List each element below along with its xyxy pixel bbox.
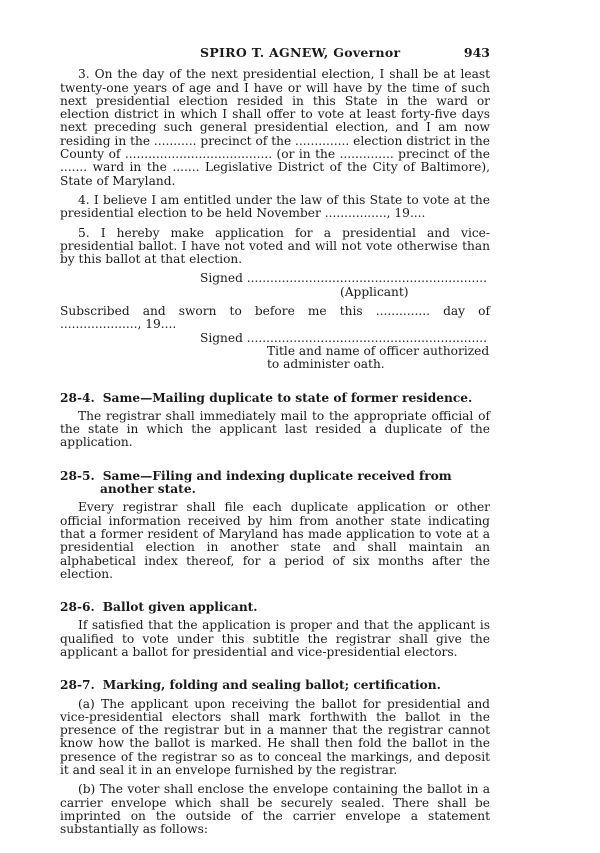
section-heading-28-6: 28-6. Ballot given applicant. [60, 600, 258, 615]
form-paragraph-5: 5. I hereby make application for a presidential and vice-presidential ballot. I have not voted and will not vote otherwise than by this ballot at that election. [60, 225, 490, 267]
page-content [60, 46, 490, 837]
applicant-signature-line: Signed .............................................................. [200, 272, 487, 286]
section-heading-28-4: 28-4. Same—Mailing duplicate to state of former residence. [60, 390, 473, 405]
page-number: 943 [463, 45, 490, 60]
form-paragraph-3: 3. On the day of the next presidential election, I shall be at least twenty-one years of age and I have or will have by the time of such next presidential election resided in this State in the ward or election district in which I shall offer to vote at least forty-five days next preceding such general presidential election, and I am now residing in the ........... precinct of the .............. election district in the County of ...................................... (or in the .............. precinct of the ....... ward in the ....... Legislative District of the City of Baltimore), State of Maryland. [60, 67, 490, 188]
officer-signature-line: Signed .............................................................. [200, 331, 487, 345]
section-heading-28-5: 28-5. Same—Filing and indexing duplicate received from another state. [60, 468, 452, 497]
subscribed-line: Subscribed and sworn to before me this .............. day of ...................., 19.... [60, 304, 490, 332]
header-title: SPIRO T. AGNEW, Governor [200, 45, 401, 60]
section-text: If satisfied that the application is proper and that the applicant is qualified to vote under this subtitle the registrar shall give the applicant a ballot for presidential and vice-presidential electors. [60, 618, 490, 659]
section-heading-28-7: 28-7. Marking, folding and sealing ballot; certification. [60, 678, 441, 693]
section-text: Every registrar shall file each duplicate application or other official information received by him from another state indicating that a former resident of Maryland has made application to vote at a presidential election in another state and shall maintain an alphabetical index thereof, for a period of six months after the election. [60, 500, 490, 581]
officer-title-label: Title and name of officer authorized to administer oath. [267, 343, 490, 372]
section-text: (a) The applicant upon receiving the ballot for presidential and vice-presidential electors shall mark forthwith the ballot in the presence of the registrar but in a manner that the registrar cannot know how the ballot is marked. He shall then fold the ballot in the presence of the registrar so as to conceal the markings, and deposit it and seal it in an envelope furnished by the registrar. [60, 696, 490, 778]
section-text: The registrar shall immediately mail to the appropriate official of the state in which the applicant last resided a duplicate of the application. [60, 408, 490, 450]
running-header [60, 46, 490, 59]
form-paragraph-4: 4. I believe I am entitled under the law of this State to vote at the presidential election to be held November ................, 19.... [60, 192, 490, 221]
applicant-label: (Applicant) [340, 284, 409, 299]
section-text: (b) The voter shall enclose the envelope containing the ballot in a carrier envelope which shall be securely sealed. There shall be imprinted on the outside of the carrier envelope a statement substantially as follows: [60, 782, 490, 837]
